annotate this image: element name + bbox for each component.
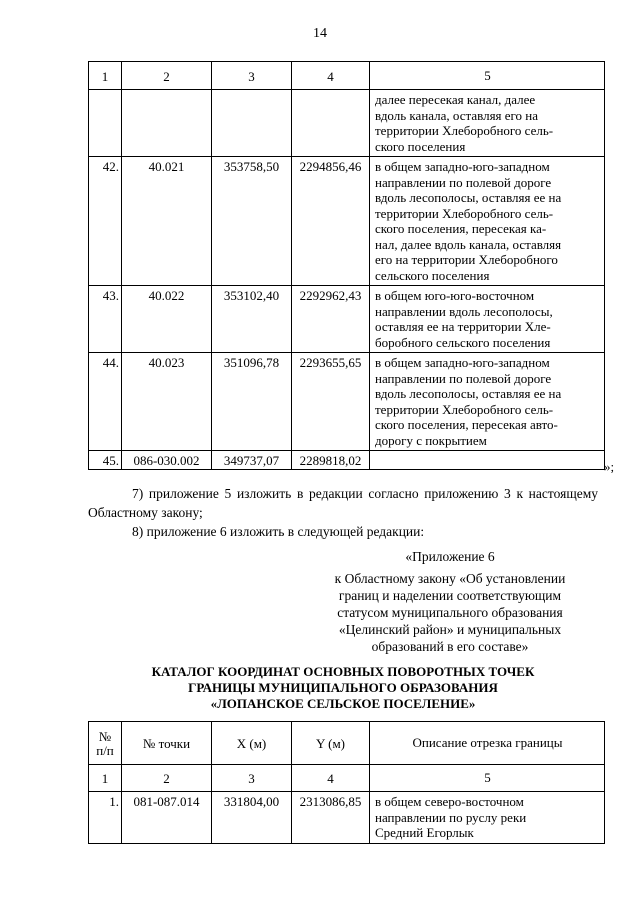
table-column-number-row bbox=[89, 765, 605, 792]
header-cell: 2 bbox=[122, 765, 212, 792]
header-point-cell: № точки bbox=[122, 722, 212, 765]
header-cell: 4 bbox=[292, 62, 370, 90]
table-row bbox=[89, 353, 605, 451]
header-y-cell: Y (м) bbox=[292, 722, 370, 765]
y-cell: 2292962,43 bbox=[292, 286, 370, 353]
header-cell: 5 bbox=[370, 62, 605, 90]
point-cell: 40.021 bbox=[122, 157, 212, 286]
description-line: ского поселения bbox=[375, 138, 466, 154]
header-cell: 3 bbox=[212, 62, 292, 90]
description-line: боробного сельского поселения bbox=[375, 334, 551, 350]
description-line: далее пересекая канал, далее bbox=[375, 92, 536, 107]
description-cell bbox=[370, 157, 605, 286]
description-line: территории Хлеборобного сель- bbox=[375, 401, 554, 417]
header-cell: 5 bbox=[370, 765, 605, 792]
x-cell: 351096,78 bbox=[212, 353, 292, 451]
appendix-line: к Областному закону «Об установлении bbox=[334, 571, 566, 586]
header-x-cell: X (м) bbox=[212, 722, 292, 765]
description-cell bbox=[370, 353, 605, 451]
appendix-line: образований в его составе» bbox=[371, 639, 529, 654]
point-cell: 086-030.002 bbox=[122, 451, 212, 470]
row-number-cell: 45. bbox=[89, 451, 122, 470]
coordinates-table-continued bbox=[88, 61, 605, 470]
catalog-title bbox=[88, 664, 598, 712]
appendix-heading bbox=[300, 548, 600, 655]
header-cell: 2 bbox=[122, 62, 212, 90]
header-text: п/п bbox=[96, 743, 114, 758]
catalog-title-line: КАТАЛОГ КООРДИНАТ ОСНОВНЫХ ПОВОРОТНЫХ ТОЧЕК bbox=[151, 664, 535, 679]
appendix-line: «Целинский район» и муниципальных bbox=[338, 622, 562, 637]
table-header-row bbox=[89, 722, 605, 765]
row-number-cell: 44. bbox=[89, 353, 122, 451]
description-line: вдоль лесополосы, оставляя ее на bbox=[375, 190, 562, 205]
y-cell bbox=[292, 90, 370, 157]
table-row bbox=[89, 451, 605, 470]
description-line: направлении по руслу реки bbox=[375, 809, 527, 825]
description-line: ского поселения, пересекая авто- bbox=[375, 417, 558, 432]
point-cell bbox=[122, 90, 212, 157]
description-line: территории Хлеборобного сель- bbox=[375, 205, 554, 221]
description-line: оставляя ее на территории Хле- bbox=[375, 319, 551, 334]
description-line: его на территории Хлеборобного bbox=[375, 252, 558, 267]
coordinates-catalog-table bbox=[88, 721, 605, 844]
description-line: ского поселения, пересекая ка- bbox=[375, 221, 547, 236]
point-cell: 081-087.014 bbox=[122, 792, 212, 844]
description-line: сельского поселения bbox=[375, 267, 490, 283]
y-cell: 2289818,02 bbox=[292, 451, 370, 470]
header-number-cell bbox=[89, 722, 122, 765]
description-line: дорогу с покрытием bbox=[375, 432, 487, 448]
appendix-line: статусом муниципального образования bbox=[337, 605, 563, 620]
description-cell bbox=[370, 286, 605, 353]
table-row bbox=[89, 90, 605, 157]
description-line: в общем западно-юго-западном bbox=[375, 159, 550, 174]
paragraph-item-8: 8) приложение 6 изложить в следующей редакции: bbox=[132, 524, 425, 539]
row-number-cell: 1. bbox=[89, 792, 122, 844]
table-closing-quote: »; bbox=[604, 459, 615, 474]
catalog-title-line: «ЛОПАНСКОЕ СЕЛЬСКОЕ ПОСЕЛЕНИЕ» bbox=[210, 696, 476, 711]
x-cell: 349737,07 bbox=[212, 451, 292, 470]
appendix-title: «Приложение 6 bbox=[405, 549, 495, 564]
header-cell: 1 bbox=[89, 62, 122, 90]
y-cell: 2293655,65 bbox=[292, 353, 370, 451]
row-number-cell bbox=[89, 90, 122, 157]
description-line: вдоль лесополосы, оставляя ее на bbox=[375, 386, 562, 401]
description-line: Средний Егорлык bbox=[375, 825, 474, 840]
description-cell bbox=[370, 451, 605, 470]
description-line: в общем юго-юго-восточном bbox=[375, 288, 535, 303]
x-cell bbox=[212, 90, 292, 157]
x-cell: 331804,00 bbox=[212, 792, 292, 844]
description-line: нал, далее вдоль канала, оставляя bbox=[375, 236, 562, 252]
description-line: направлении вдоль лесополосы, bbox=[375, 303, 553, 319]
table-row bbox=[89, 286, 605, 353]
x-cell: 353758,50 bbox=[212, 157, 292, 286]
row-number-cell: 42. bbox=[89, 157, 122, 286]
x-cell: 353102,40 bbox=[212, 286, 292, 353]
description-line: в общем западно-юго-западном bbox=[375, 355, 550, 370]
description-cell bbox=[370, 90, 605, 157]
paragraph-item-7: 7) приложение 5 изложить в редакции согласно приложению 3 к настоящему Областному закону; bbox=[88, 486, 598, 520]
description-cell bbox=[370, 792, 605, 844]
header-cell: 1 bbox=[89, 765, 122, 792]
table-column-number-row bbox=[89, 62, 605, 90]
description-line: территории Хлеборобного сель- bbox=[375, 123, 554, 138]
point-cell: 40.023 bbox=[122, 353, 212, 451]
table-row bbox=[89, 792, 605, 844]
page-number: 14 bbox=[313, 26, 327, 41]
header-text: № bbox=[98, 729, 112, 744]
header-description-cell: Описание отрезка границы bbox=[370, 722, 605, 765]
description-line: направлении по полевой дороге bbox=[375, 174, 552, 190]
row-number-cell: 43. bbox=[89, 286, 122, 353]
y-cell: 2313086,85 bbox=[292, 792, 370, 844]
catalog-title-line: ГРАНИЦЫ МУНИЦИПАЛЬНОГО ОБРАЗОВАНИЯ bbox=[188, 680, 498, 695]
description-line: в общем северо-восточном bbox=[375, 794, 524, 809]
header-cell: 4 bbox=[292, 765, 370, 792]
description-line: направлении по полевой дороге bbox=[375, 370, 552, 386]
description-line: вдоль канала, оставляя его на bbox=[375, 107, 539, 123]
table-row bbox=[89, 157, 605, 286]
appendix-line: границ и наделении соответствующим bbox=[338, 588, 562, 603]
point-cell: 40.022 bbox=[122, 286, 212, 353]
header-cell: 3 bbox=[212, 765, 292, 792]
y-cell: 2294856,46 bbox=[292, 157, 370, 286]
